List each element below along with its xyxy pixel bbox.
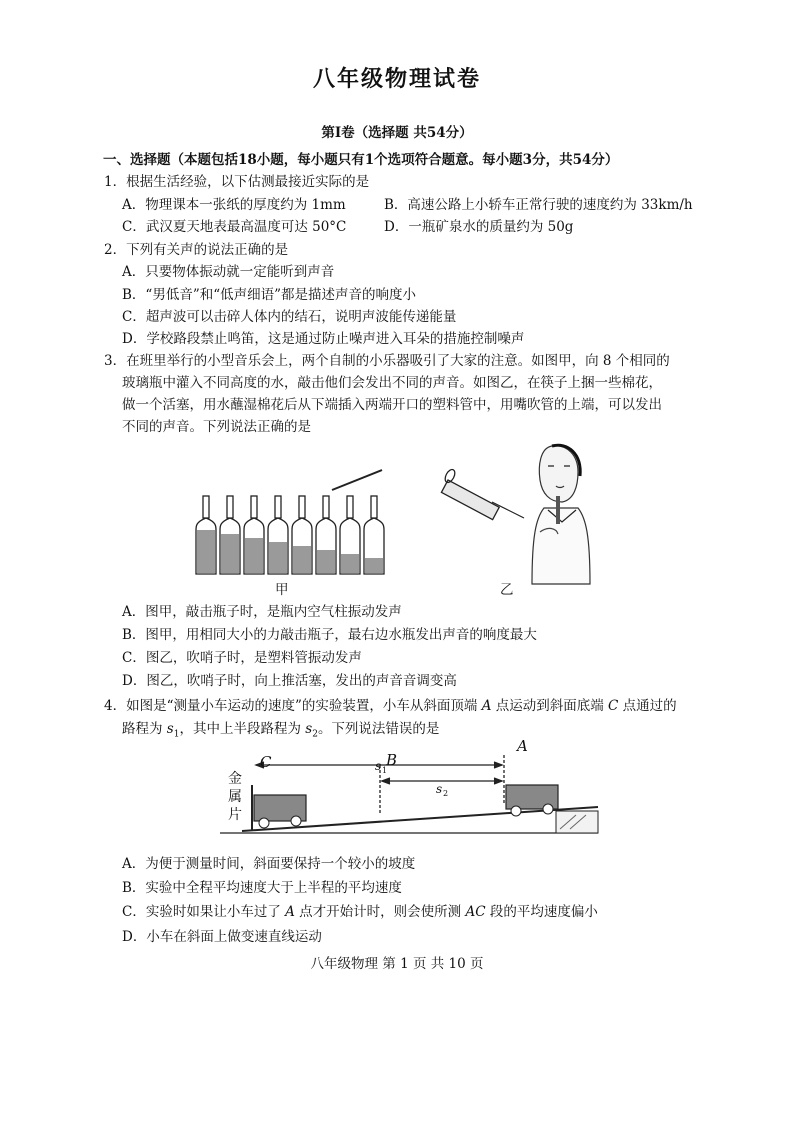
label-metal-plate: 金属片 <box>228 771 242 823</box>
q4-stem-s2-sub: 2 <box>312 729 318 740</box>
q1-option-a: A．物理课本一张纸的厚度约为 1mm <box>122 197 346 213</box>
q4-stem-s1-sub: 1 <box>173 729 180 740</box>
bottle-4 <box>268 496 288 574</box>
q4-stem-point-c: C <box>608 698 619 714</box>
q2-option-d: D．学校路段禁止鸣笛，这是通过防止噪声进入耳朵的措施控制噪声 <box>122 331 525 347</box>
q3-option-c: C．图乙，吹哨子时，是塑料管振动发声 <box>122 650 362 666</box>
bottle-8 <box>364 496 384 574</box>
label-s1-sub: 1 <box>382 766 388 775</box>
q4-option-c <box>122 900 598 920</box>
q4-stem-line2-post: 。下列说法错误的是 <box>317 721 440 737</box>
q2-option-c: C．超声波可以击碎人体内的结石，说明声波能传递能量 <box>122 309 457 325</box>
figure-jia-caption: 甲 <box>275 582 289 598</box>
figure-incline <box>220 735 600 840</box>
cart-bottom <box>254 795 306 828</box>
q1-option-c: C．武汉夏天地表最高温度可达 50°C <box>122 219 347 235</box>
s1-arrowhead-right <box>494 762 502 768</box>
q4-option-c-point-a: A <box>285 904 295 920</box>
bottle-1 <box>196 496 216 574</box>
q1-option-d: D．一瓶矿泉水的质量约为 50g <box>384 219 574 235</box>
label-c: C <box>260 753 272 771</box>
q4-stem-line2-pre: 路程为 <box>122 721 167 737</box>
q3-stem-line2: 玻璃瓶中灌入不同高度的水，敲击他们会发出不同的声音。如图乙，在筷子上捆一些棉花， <box>122 375 662 391</box>
part-heading: 一、选择题（本题包括18小题，每小题只有1个选项符合题意。每小题3分，共54分） <box>103 152 619 168</box>
q4-option-c-post: 段的平均速度偏小 <box>485 904 598 920</box>
label-a: A <box>517 737 528 755</box>
q4-stem-line2-mid: ，其中上半段路程为 <box>179 721 306 737</box>
q4-stem-s2: s <box>305 721 313 737</box>
q4-option-c-mid: 点才开始计时，则会使所测 <box>294 904 466 920</box>
label-s2-sub: 2 <box>443 789 449 798</box>
q4-stem-s1: s <box>166 721 174 737</box>
q4-stem-line1-pre: 4．如图是“测量小车运动的速度”的实验装置，小车从斜面顶端 <box>104 698 482 714</box>
figure-whistle <box>440 436 600 586</box>
bottle-2 <box>220 496 240 574</box>
q4-option-b: B．实验中全程平均速度大于上半程的平均速度 <box>122 880 402 896</box>
q3-option-b: B．图甲，用相同大小的力敲击瓶子，最右边水瓶发出声音的响度最大 <box>122 627 537 643</box>
q4-option-d: D．小车在斜面上做变速直线运动 <box>122 929 322 945</box>
figure-yi-caption: 乙 <box>500 582 514 598</box>
q4-option-a: A．为便于测量时间，斜面要保持一个较小的坡度 <box>122 856 416 872</box>
q3-stem-line4: 不同的声音。下列说法正确的是 <box>122 419 311 435</box>
label-s1: s <box>375 759 382 773</box>
section-title: 第I卷（选择题 共54分） <box>321 125 473 141</box>
s2-arrowhead-right <box>494 778 502 784</box>
bottle-6 <box>316 496 336 574</box>
q3-option-d: D．图乙，吹哨子时，向上推活塞，发出的声音音调变高 <box>122 673 457 689</box>
q4-option-c-ac: AC <box>465 904 486 920</box>
bottle-row <box>196 496 384 574</box>
q4-stem-line1 <box>104 694 677 714</box>
striking-stick <box>332 470 382 490</box>
support-block <box>556 811 598 833</box>
q4-stem-line1-mid: 点运动到斜面底端 <box>491 698 609 714</box>
figure-bottles <box>190 468 390 578</box>
girl-illustration <box>532 445 590 584</box>
page-footer: 八年级物理 第 1 页 共 10 页 <box>310 956 484 972</box>
q1-stem: 1．根据生活经验，以下估测最接近实际的是 <box>104 174 370 190</box>
s2-arrowhead-left <box>382 778 390 784</box>
label-s2: s <box>436 782 443 796</box>
q2-option-a: A．只要物体振动就一定能听到声音 <box>122 264 335 280</box>
q3-option-a: A．图甲，敲击瓶子时，是瓶内空气柱振动发声 <box>122 604 402 620</box>
bottle-3 <box>244 496 264 574</box>
q4-stem-point-a: A <box>481 698 492 714</box>
bottle-5 <box>292 496 312 574</box>
q4-stem-line1-post: 点通过的 <box>618 698 677 714</box>
q4-option-c-pre: C．实验时如果让小车过了 <box>122 904 286 920</box>
bottle-7 <box>340 496 360 574</box>
q3-stem-line1: 3．在班里举行的小型音乐会上，两个自制的小乐器吸引了大家的注意。如图甲，向 8 个相同的 <box>104 353 670 369</box>
q3-stem-line3: 做一个活塞，用水蘸湿棉花后从下端插入两端开口的塑料管中，用嘴吹管的上端，可以发出 <box>122 397 662 413</box>
label-b: B <box>386 751 398 769</box>
q1-option-b: B．高速公路上小轿车正常行驶的速度约为 33km/h <box>384 197 693 213</box>
plastic-tube-illustration <box>441 468 524 520</box>
q2-stem: 2．下列有关声的说法正确的是 <box>104 242 289 258</box>
page-title: 八年级物理试卷 <box>312 66 481 92</box>
q2-option-b: B．“男低音”和“低声细语”都是描述声音的响度小 <box>122 287 417 303</box>
